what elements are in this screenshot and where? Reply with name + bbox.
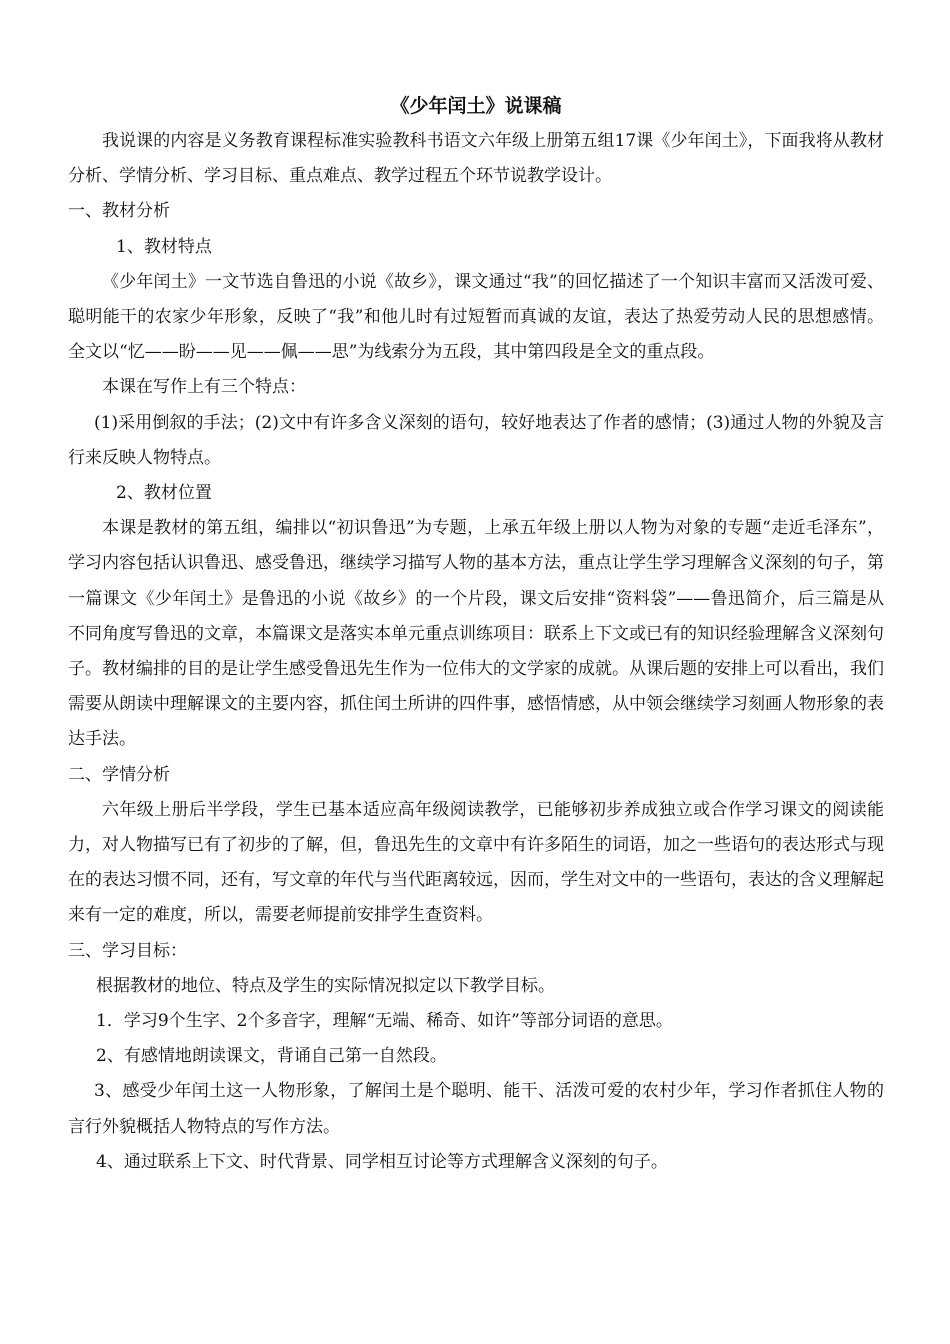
- subheading-features: 1、教材特点: [116, 236, 212, 257]
- section-heading-goals: 三、学习目标：: [68, 940, 187, 961]
- subheading-position: 2、教材位置: [116, 483, 212, 504]
- goal-item: 3、感受少年闰土这一人物形象，了解闰土是个聪明、能干、活泼可爱的农村少年，学习作者抓住人物的言行外貌概括人物特点的写作方法。: [68, 1081, 884, 1137]
- position-paragraph: 本课是教材的第五组，编排以“初识鲁迅”为专题，上承五年级上册以人物为对象的专题“走近毛泽东”，学习内容包括认识鲁迅、感受鲁迅，继续学习描写人物的基本方法，重点让学生学习理解含义深刻的句子，第一篇课文《少年闰土》是鲁迅的小说《故乡》的一个片段，课文后安排“资料袋”——鲁迅简介，后三篇是从不同角度写鲁迅的文章，本篇课文是落实本单元重点训练项目：联系上下文或已有的知识经验理解含义深刻句子。教材编排的目的是让学生感受鲁迅先生作为一位伟大的文学家的成就。从课后题的安排上可以看出，我们需要从朗读中理解课文的主要内容，抓住闰土所讲的四件事，感悟情感，从中领会继续学习刻画人物形象的表达手法。: [68, 518, 884, 750]
- goal-item: 2、有感情地朗读课文，背诵自己第一自然段。: [96, 1046, 447, 1067]
- intro-paragraph: 我说课的内容是义务教育课程标准实验教科书语文六年级上册第五组17课《少年闰土》，下面我将从教材分析、学情分析、学习目标、重点难点、教学过程五个环节说教学设计。: [68, 131, 884, 187]
- features-paragraph: 《少年闰土》一文节选自鲁迅的小说《故乡》，课文通过“我”的回忆描述了一个知识丰富而又活泼可爱、聪明能干的农家少年形象，反映了“我”和他儿时有过短暂而真诚的友谊，表达了热爱劳动人民的思想感情。全文以“忆——盼——见——佩——思”为线索分为五段，其中第四段是全文的重点段。: [68, 271, 884, 363]
- document-title: 《少年闰土》说课稿: [390, 95, 562, 117]
- learners-paragraph: 六年级上册后半学段，学生已基本适应高年级阅读教学，已能够初步养成独立或合作学习课文的阅读能力，对人物描写已有了初步的了解，但，鲁迅先生的文章中有许多陌生的词语，加之一些语句的表达形式与现在的表达习惯不同，还有，写文章的年代与当代距离较远，因而，学生对文中的一些语句，表达的含义理解起来有一定的难度，所以，需要老师提前安排学生查资料。: [68, 799, 884, 926]
- document-page: [68, 92, 884, 1180]
- writing-features-list: (1)采用倒叙的手法；(2)文中有许多含义深刻的语句，较好地表达了作者的感情；(3)通过人物的外貌及言行来反映人物特点。: [68, 412, 884, 468]
- section-heading-learners: 二、学情分析: [68, 764, 170, 785]
- goal-item: 1．学习9个生字、2个多音字，理解“无端、稀奇、如许”等部分词语的意思。: [96, 1011, 673, 1032]
- goals-lead: 根据教材的地位、特点及学生的实际情况拟定以下教学目标。: [96, 975, 555, 996]
- section-heading-materials: 一、教材分析: [68, 201, 170, 222]
- goal-item: 4、通过联系上下文、时代背景、同学相互讨论等方式理解含义深刻的句子。: [96, 1151, 668, 1172]
- writing-features-lead: 本课在写作上有三个特点：: [102, 377, 306, 398]
